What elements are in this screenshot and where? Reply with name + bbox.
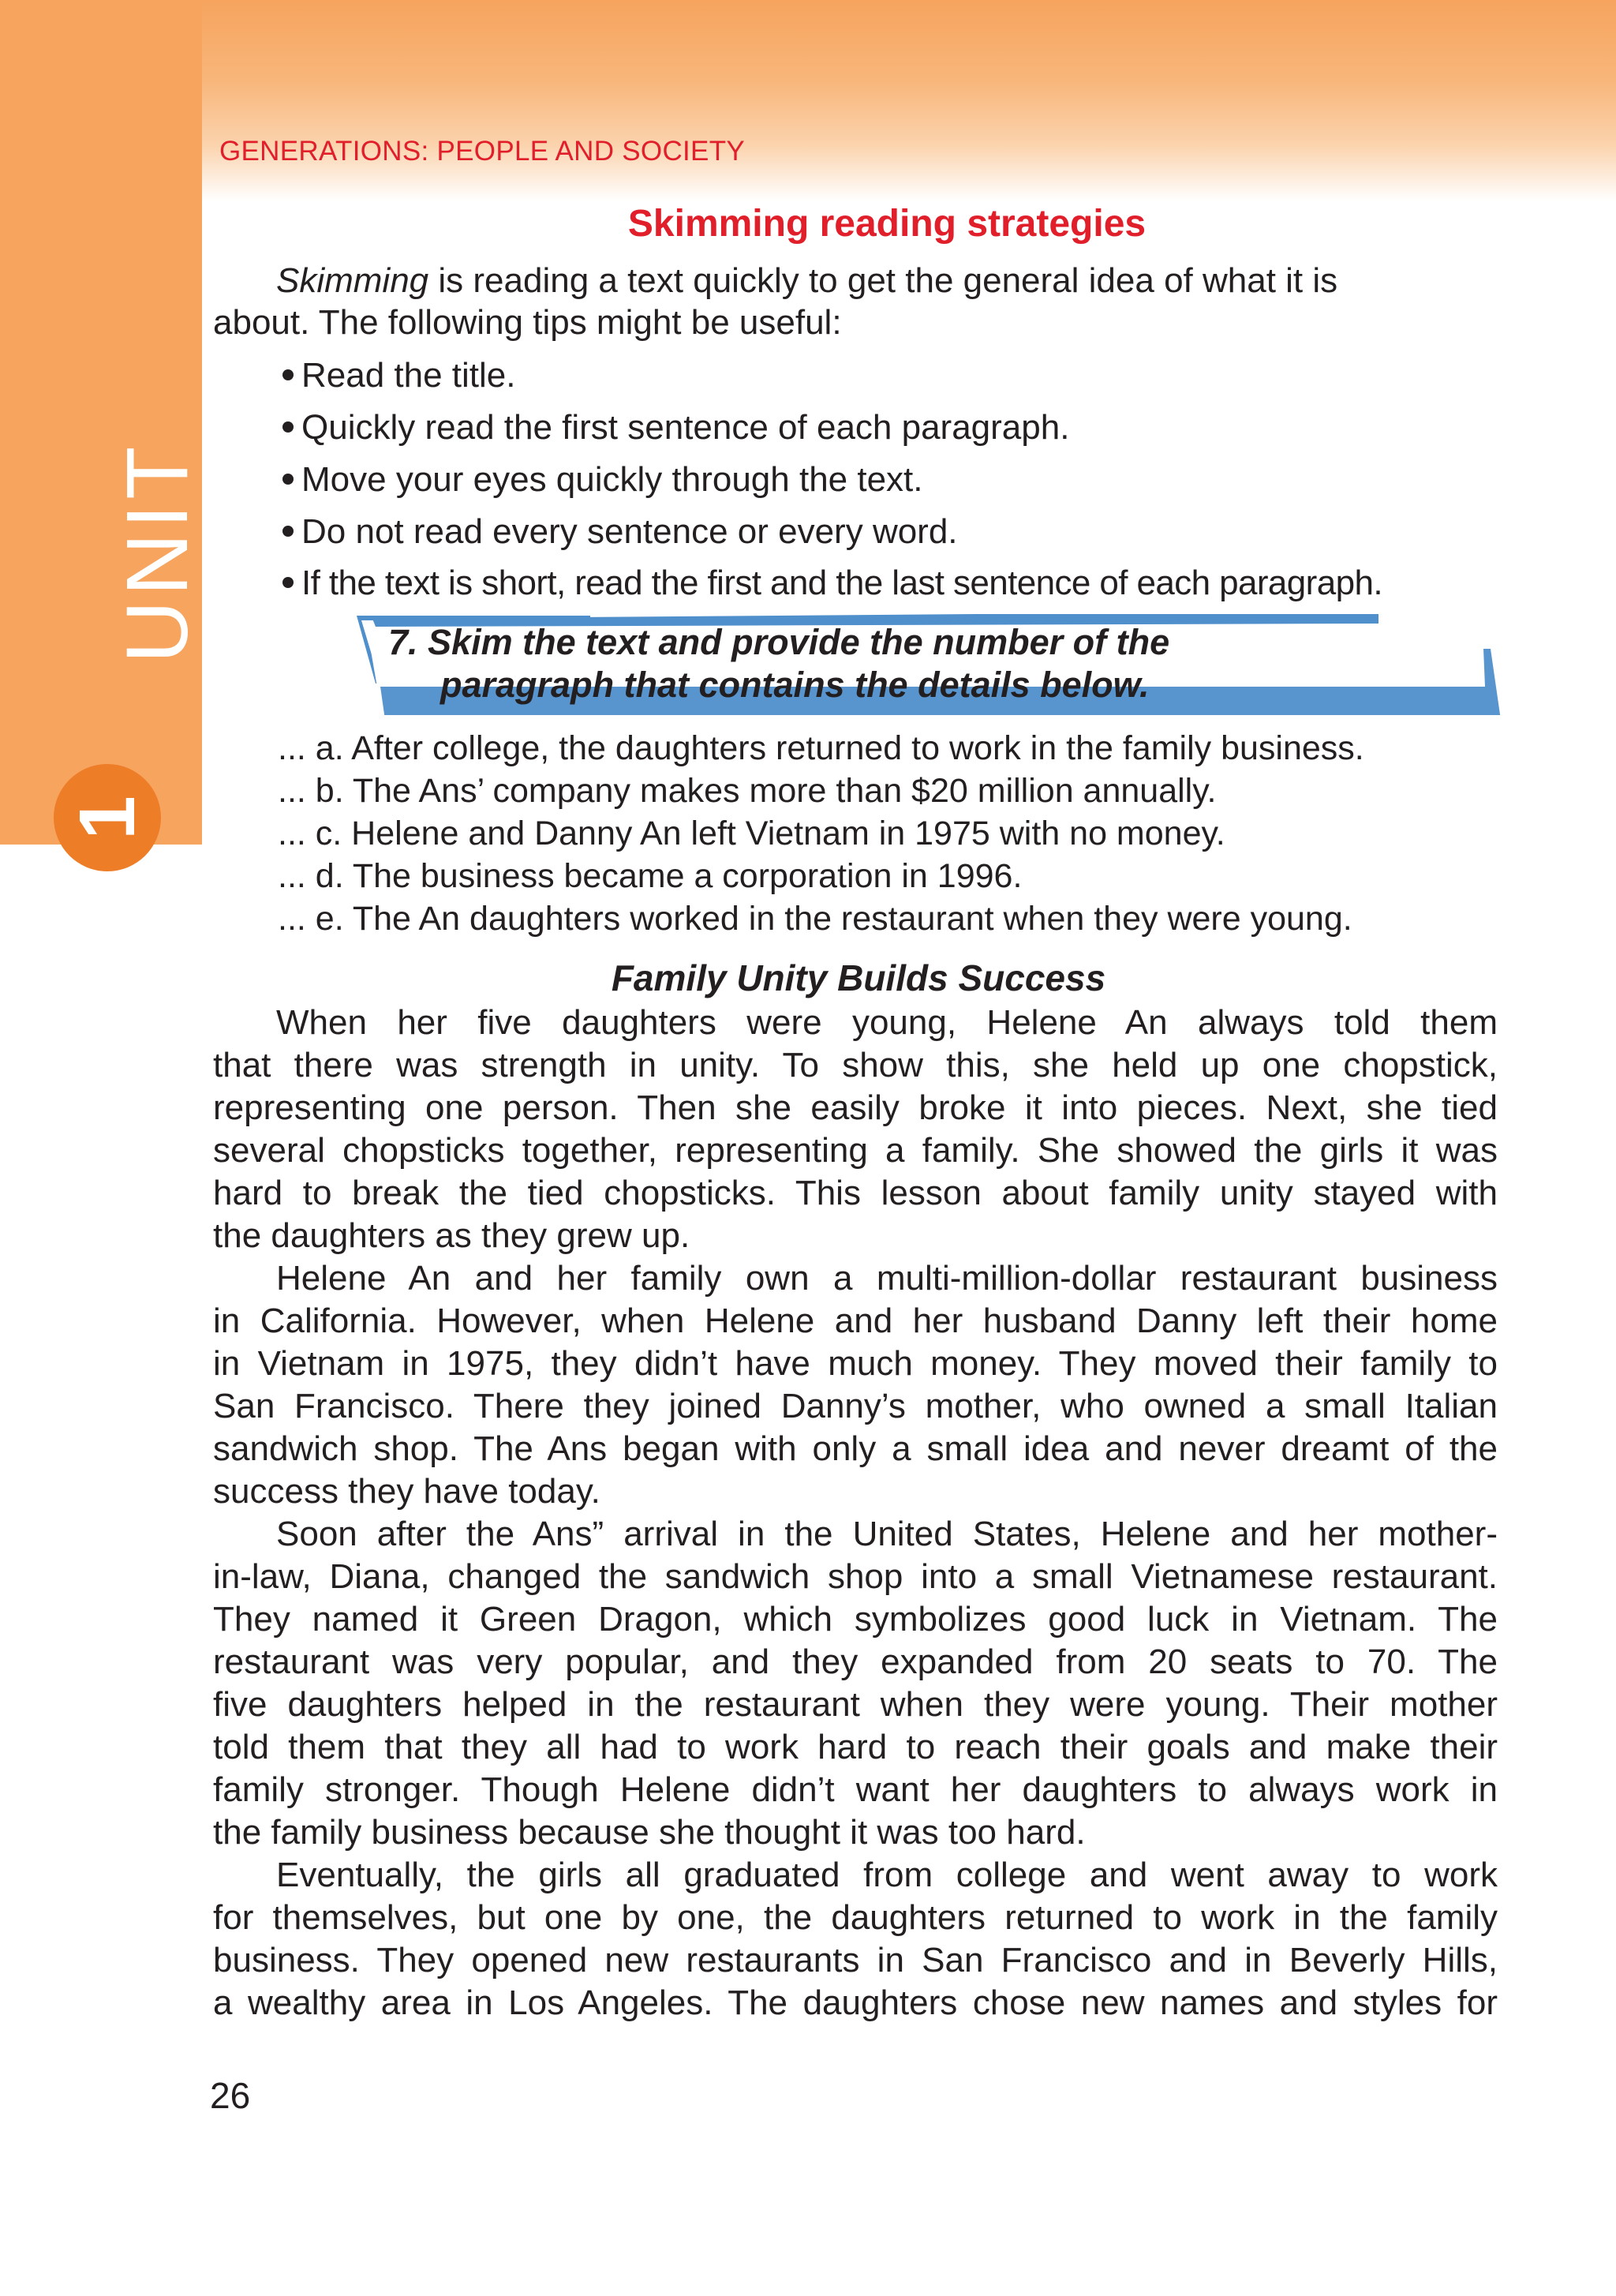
task-heading-line-1: 7. Skim the text and provide the number of the: [388, 622, 1170, 662]
task-item: ... c. Helene and Danny An left Vietnam in 1975 with no money.: [278, 815, 1225, 852]
running-head: GENERATIONS: PEOPLE AND SOCIETY: [219, 136, 746, 167]
page-number: 26: [210, 2075, 251, 2116]
text-line: for themselves, but one by one, the daughters returned to work in the family: [213, 1898, 1498, 1937]
bullet-icon: [282, 577, 294, 588]
task-item: ... e. The An daughters worked in the restaurant when they were young.: [278, 900, 1352, 938]
header-band: [0, 0, 1616, 201]
task-item: ... d. The business became a corporation in 1996.: [278, 857, 1023, 895]
task-item: ... b. The Ans’ company makes more than $20 million annually.: [278, 772, 1217, 810]
text-line: Soon after the Ans” arrival in the United States, Helene and her mother-: [276, 1515, 1498, 1553]
text-line: in-law, Diana, changed the sandwich shop into a small Vietnamese restaurant.: [213, 1557, 1498, 1596]
text-line: sandwich shop. The Ans began with only a small idea and never dreamt of the: [213, 1429, 1498, 1468]
text-line: Helene An and her family own a multi-million-dollar restaurant business: [276, 1259, 1498, 1298]
unit-side-tab: [0, 0, 206, 845]
text-line: success they have today.: [213, 1472, 600, 1511]
text-line: business. They opened new restaurants in San Francisco and in Beverly Hills,: [213, 1941, 1498, 1980]
unit-number: 1: [63, 796, 152, 840]
text-title: Family Unity Builds Success: [611, 957, 1106, 998]
tip-item: If the text is short, read the first and the last sentence of each paragraph.: [282, 562, 1382, 605]
text-line: told them that they all had to work hard to reach their goals and make their: [213, 1728, 1498, 1766]
text-line: They named it Green Dragon, which symbolizes good luck in Vietnam. The: [213, 1600, 1498, 1639]
tip-item: Do not read every sentence or every word.: [282, 511, 958, 553]
bullet-icon: [282, 421, 294, 433]
text-line: in Vietnam in 1975, they didn’t have much money. They moved their family to: [213, 1344, 1498, 1383]
tip-item: Read the title.: [282, 354, 516, 397]
tip-item: Quickly read the first sentence of each paragraph.: [282, 406, 1069, 449]
task-heading-line-2: paragraph that contains the details below.: [440, 665, 1150, 705]
intro-line-1: [276, 260, 1498, 302]
task-item: ... a. After college, the daughters returned to work in the family business.: [278, 729, 1364, 767]
section-title: Skimming reading strategies: [627, 203, 1147, 245]
intro-term: Skimming: [276, 261, 429, 300]
text-line: in California. However, when Helene and her husband Danny left their home: [213, 1302, 1498, 1340]
text-line: family stronger. Though Helene didn’t want her daughters to always work in: [213, 1770, 1498, 1809]
text-line: the daughters as they grew up.: [213, 1216, 690, 1255]
text-line: several chopsticks together, representing a family. She showed the girls it was: [213, 1131, 1498, 1170]
bullet-icon: [282, 474, 294, 485]
bullet-icon: [282, 526, 294, 537]
text-line: Eventually, the girls all graduated from college and went away to work: [276, 1856, 1498, 1894]
text-line: restaurant was very popular, and they expanded from 20 seats to 70. The: [213, 1642, 1498, 1681]
tip-item: Move your eyes quickly through the text.: [282, 459, 923, 501]
text-line: that there was strength in unity. To show this, she held up one chopstick,: [213, 1046, 1498, 1084]
intro-line-2: about. The following tips might be useful:: [213, 303, 842, 342]
text-line: When her five daughters were young, Helene An always told them: [276, 1003, 1498, 1042]
text-line: a wealthy area in Los Angeles. The daughters chose new names and styles for: [213, 1983, 1498, 2022]
unit-number-badge: [54, 764, 161, 871]
bullet-icon: [282, 369, 294, 380]
text-line: hard to break the tied chopsticks. This lesson about family unity stayed with: [213, 1174, 1498, 1212]
text-line: representing one person. Then she easily broke it into pieces. Next, she tied: [213, 1088, 1498, 1127]
text-line: five daughters helped in the restaurant when they were young. Their mother: [213, 1685, 1498, 1724]
text-line: the family business because she thought it was too hard.: [213, 1813, 1086, 1852]
unit-label: UNIT: [109, 441, 206, 664]
intro-rest: is reading a text quickly to get the general idea of what it is: [428, 261, 1338, 300]
text-line: San Francisco. There they joined Danny’s mother, who owned a small Italian: [213, 1387, 1498, 1425]
